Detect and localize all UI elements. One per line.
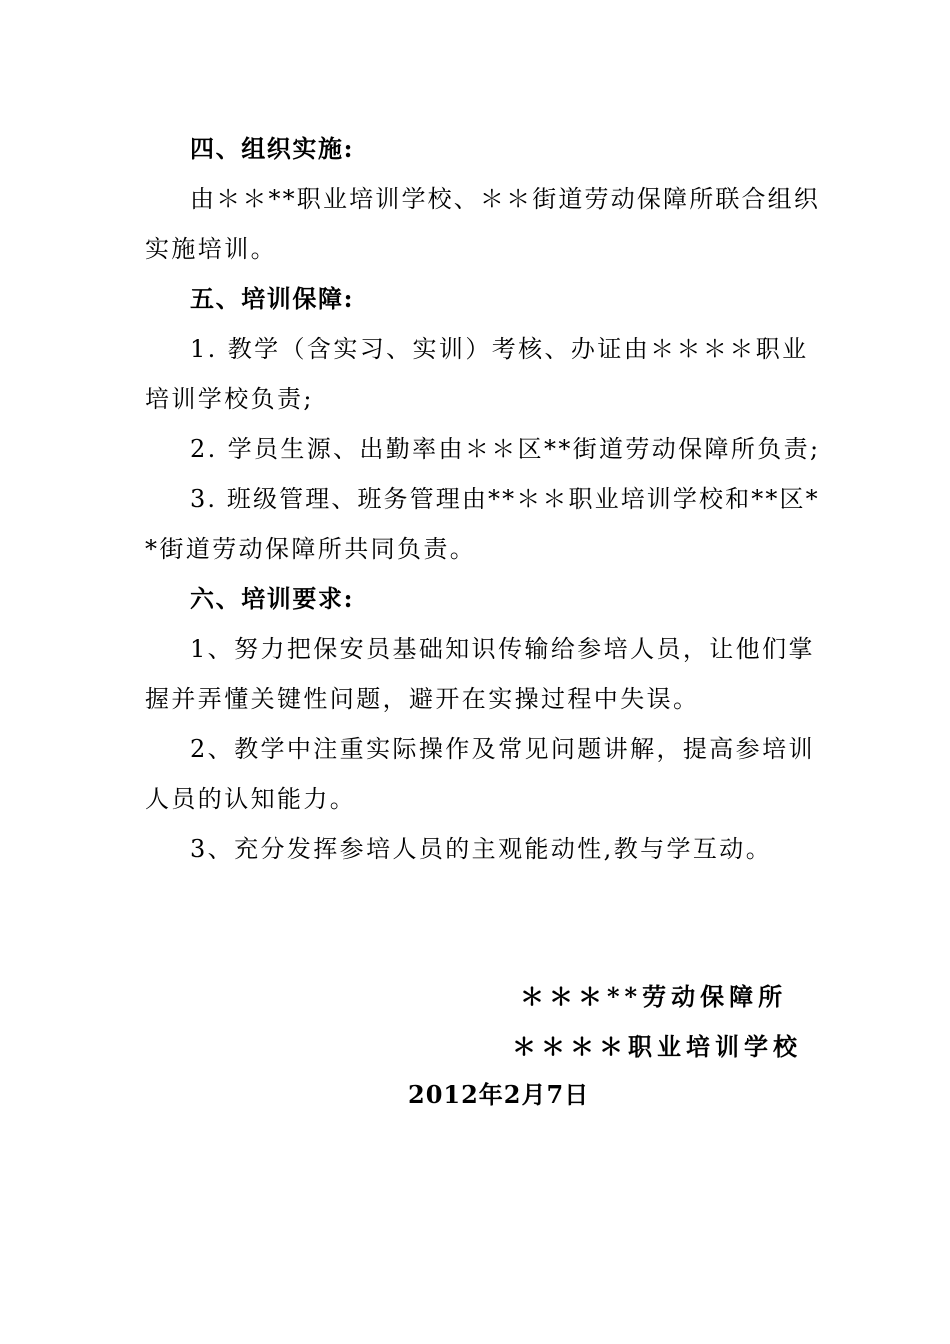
- signature-org-2: ＊＊＊＊职业培训学校: [512, 1032, 802, 1061]
- section-6-line-4: 人员的认知能力。: [145, 785, 357, 813]
- section-6-line-1: 1、努力把保安员基础知识传输给参培人员，让他们掌: [190, 635, 815, 663]
- section-5-line-4: 3. 班级管理、班务管理由**＊＊职业培训学校和**区*: [190, 485, 820, 513]
- section-5-line-1: 1. 教学（含实习、实训）考核、办证由＊＊＊＊职业: [190, 335, 809, 363]
- section-4-line-1: 由＊＊**职业培训学校、＊＊街道劳动保障所联合组织: [190, 185, 820, 213]
- section-4-heading: 四、组织实施:: [190, 134, 355, 163]
- section-4-line-2: 实施培训。: [145, 235, 277, 263]
- section-6-line-2: 握并弄懂关键性问题，避开在实操过程中失误。: [145, 685, 700, 713]
- signature-date: 2012年2月7日: [408, 1080, 590, 1109]
- section-6-heading: 六、培训要求:: [190, 584, 355, 613]
- section-5-line-5: *街道劳动保障所共同负责。: [145, 535, 477, 563]
- signature-org-1: ＊＊＊**劳动保障所: [520, 982, 788, 1011]
- section-6-line-5: 3、充分发挥参培人员的主观能动性,教与学互动。: [190, 835, 773, 863]
- section-6-line-3: 2、教学中注重实际操作及常见问题讲解，提高参培训: [190, 735, 815, 763]
- section-5-line-2: 培训学校负责;: [145, 385, 314, 413]
- section-5-heading: 五、培训保障:: [190, 284, 355, 313]
- section-5-line-3: 2. 学员生源、出勤率由＊＊区**街道劳动保障所负责;: [190, 435, 821, 463]
